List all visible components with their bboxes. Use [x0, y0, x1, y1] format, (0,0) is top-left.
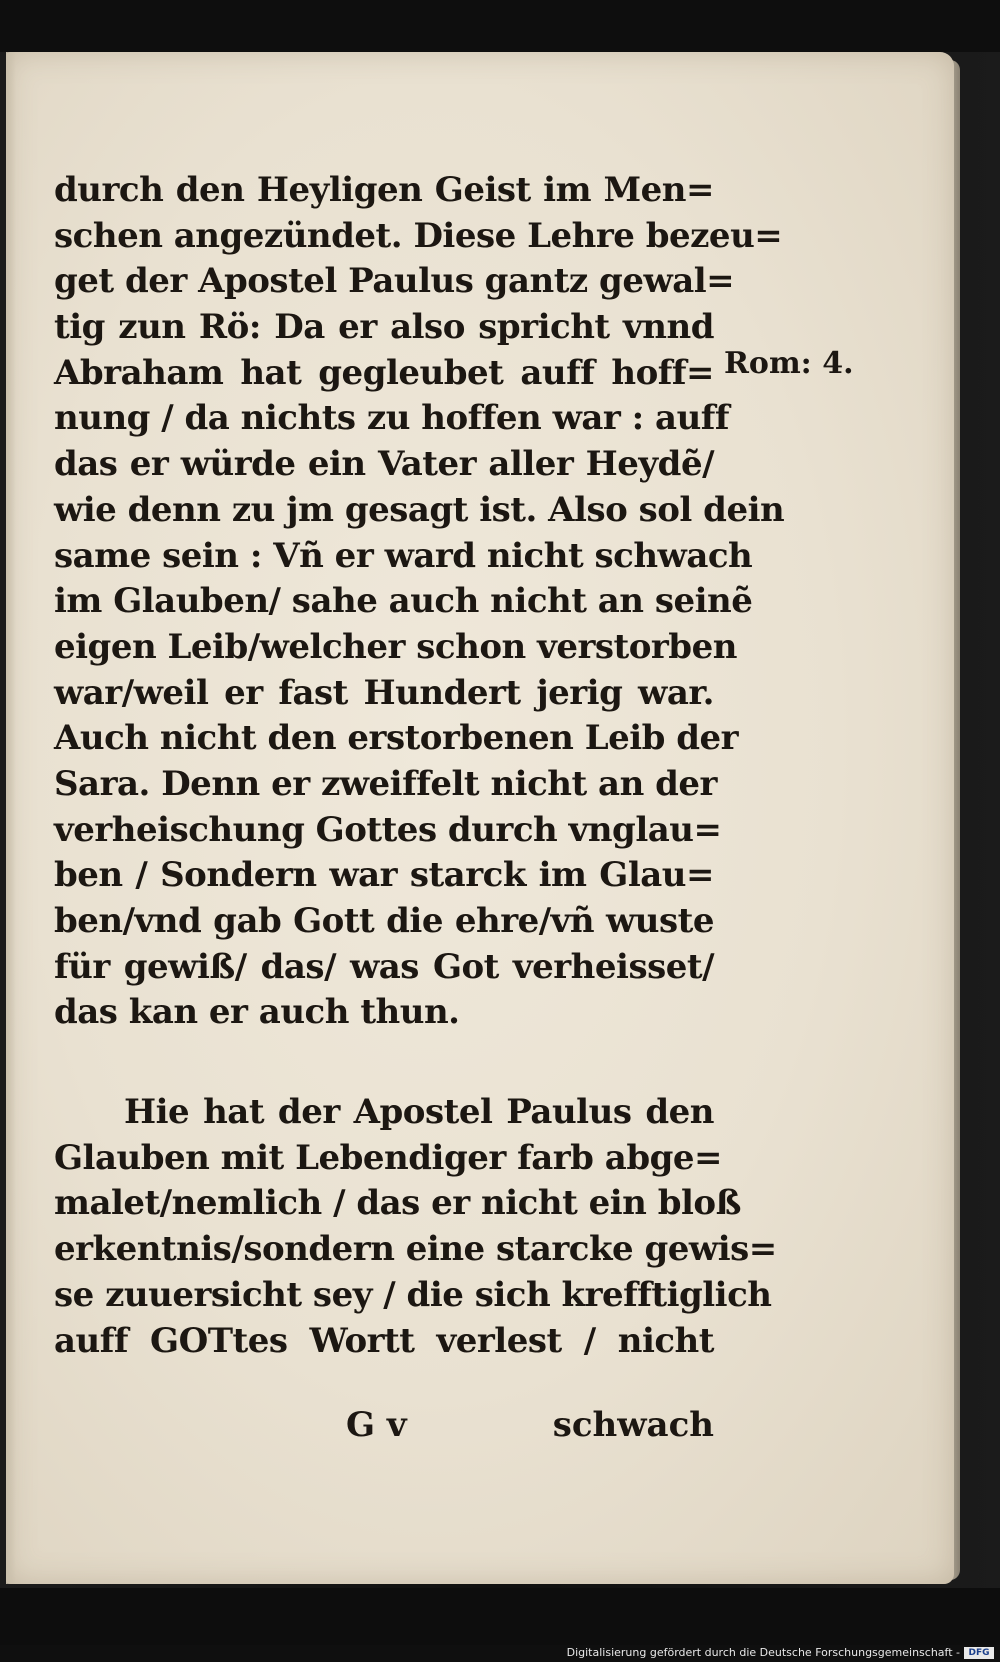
- digitization-credit-bar: [0, 1645, 1000, 1662]
- text-line: das kan er auch thun.: [54, 992, 460, 1033]
- dfg-logo: DFG: [964, 1647, 994, 1659]
- text-line: das er würde ein Vater aller Heydẽ/: [54, 444, 714, 485]
- text-line: Glauben mit Lebendiger farb abge=: [54, 1137, 722, 1178]
- text-line: Sara. Denn er zweiffelt nicht an der: [54, 763, 717, 804]
- text-line: durch den Heyligen Geist im Men=: [54, 170, 714, 210]
- scan-top-border: [0, 0, 1000, 52]
- credit-text: Digitalisierung gefördert durch die Deutsche Forschungsgemeinschaft -: [566, 1646, 960, 1659]
- text-line: nung / da nichts zu hoffen war : auff: [54, 398, 730, 439]
- text-line: erkentnis/sondern eine starcke gewis=: [54, 1229, 777, 1270]
- text-line: se zuuersicht sey / die sich krefftiglich: [54, 1274, 772, 1315]
- text-line: schen angezündet. Diese Lehre bezeu=: [54, 215, 783, 256]
- text-line: verheischung Gottes durch vnglau=: [54, 809, 722, 850]
- book-page: [6, 52, 954, 1584]
- catchword: schwach: [552, 1405, 714, 1445]
- text-line: wie denn zu jm gesagt ist. Also sol dein: [54, 489, 785, 530]
- paragraph-gap: [54, 1036, 714, 1090]
- page-footer: [54, 1405, 714, 1451]
- text-line: im Glauben/ sahe auch nicht an seinẽ: [54, 581, 753, 622]
- text-line: eigen Leib/welcher schon verstorben: [54, 626, 737, 667]
- signature-mark: G v: [346, 1405, 407, 1445]
- margin-reference: Rom: 4.: [724, 346, 854, 381]
- text-line: war/weil er fast Hundert jerig war.: [54, 672, 714, 713]
- text-line: get der Apostel Paulus gantz gewal=: [54, 261, 735, 302]
- text-line: Hie hat der Apostel Paulus den: [124, 1092, 714, 1133]
- text-line: auff GOTtes Wortt verlest / nicht: [54, 1320, 714, 1361]
- text-line: ben / Sondern war starck im Glau=: [54, 855, 714, 896]
- text-line: malet/nemlich / das er nicht ein bloß: [54, 1183, 741, 1224]
- text-line: ben/vnd gab Gott die ehre/vñ wuste: [54, 901, 714, 941]
- text-line: für gewiß/ das/ was Got verheisset/: [54, 946, 714, 987]
- body-text: [54, 168, 785, 1364]
- text-line: Auch nicht den erstorbenen Leib der: [54, 718, 739, 759]
- text-line: Abraham hat gegleubet auff hoff=: [54, 352, 714, 393]
- text-line: same sein : Vñ er ward nicht schwach: [54, 535, 753, 576]
- text-line: tig zun Rö: Da er also spricht vnnd: [54, 307, 714, 348]
